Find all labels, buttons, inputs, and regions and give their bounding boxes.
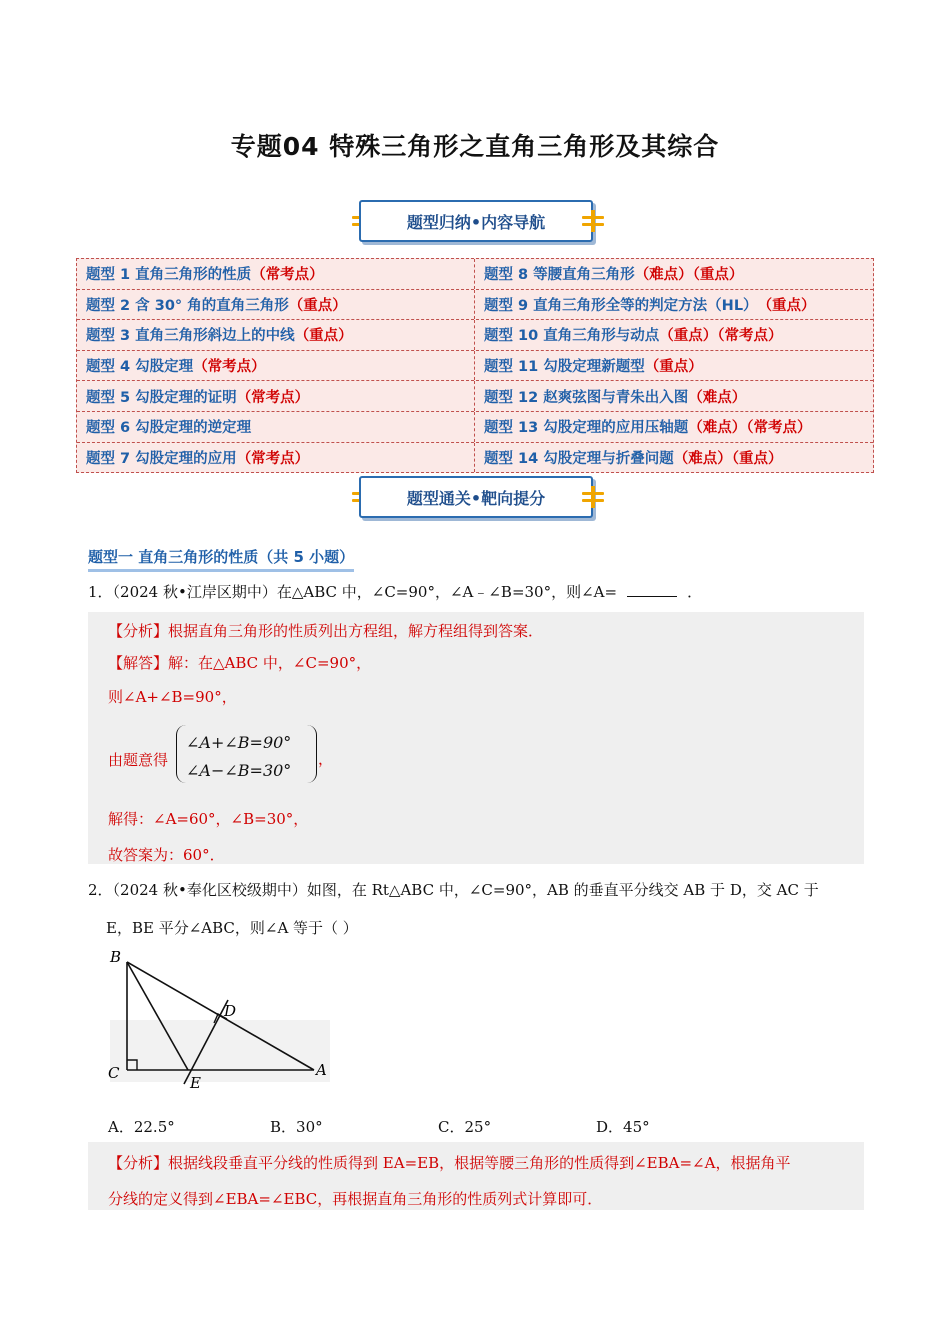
toc-item[interactable] xyxy=(475,290,873,320)
equation-comma: ， xyxy=(318,750,334,768)
choice-b: B．30° xyxy=(270,1118,323,1136)
equation-1: ∠A+∠B=90° xyxy=(186,733,292,752)
toc-item-title: 题型 3 直角三角形斜边上的中线 xyxy=(86,328,295,345)
decor-right-1 xyxy=(582,210,604,232)
answer-line-5: 故答案为：60°． xyxy=(108,846,225,864)
analysis-2-text-1: 根据线段垂直平分线的性质得到 EA=EB，根据等腰三角形的性质得到∠EBA=∠A，根据角平 xyxy=(168,1154,791,1172)
toc-row xyxy=(77,259,873,290)
decor-right-2 xyxy=(582,486,604,508)
label-e: E xyxy=(190,1074,201,1092)
toc-item-title: 题型 12 赵爽弦图与青朱出入图 xyxy=(484,389,689,406)
toc-item[interactable] xyxy=(77,412,475,442)
equation-2: ∠A−∠B=30° xyxy=(186,761,292,780)
toc-row xyxy=(77,290,873,321)
answer-line-3: 由题意得 xyxy=(108,751,169,769)
toc-item[interactable] xyxy=(475,412,873,442)
section-heading-type1: 题型一 直角三角形的性质（共 5 小题） xyxy=(88,546,354,572)
toc-item-tags: （常考点） xyxy=(251,267,324,284)
toc-item[interactable] xyxy=(475,320,873,350)
toc-item-title: 题型 9 直角三角形全等的判定方法（HL） xyxy=(484,297,758,314)
answer-line-2: 则∠A+∠B=90°， xyxy=(108,688,237,706)
toc-item-title: 题型 11 勾股定理新题型 xyxy=(484,359,645,376)
label-a: A xyxy=(316,1061,327,1079)
toc-item[interactable] xyxy=(77,381,475,411)
toc-row xyxy=(77,412,873,443)
toc-item[interactable] xyxy=(77,320,475,350)
toc-item-title: 题型 7 勾股定理的应用 xyxy=(86,450,237,467)
toc-item-tags: （常考点） xyxy=(236,389,310,406)
toc-item[interactable] xyxy=(475,443,873,473)
question-2-line-2: E，BE 平分∠ABC，则∠A 等于（ ） xyxy=(106,919,358,937)
toc-item[interactable] xyxy=(77,290,475,320)
question-1-suffix: ． xyxy=(687,583,703,601)
toc-item-tags: （常考点） xyxy=(193,359,266,376)
toc-item-title: 题型 14 勾股定理与折叠问题 xyxy=(484,450,674,467)
toc-item[interactable] xyxy=(475,259,873,289)
analysis-2-line-2: 分线的定义得到∠EBA=∠EBC，再根据直角三角形的性质列式计算即可． xyxy=(108,1190,603,1208)
analysis-line xyxy=(108,620,543,641)
choice-c: C．25° xyxy=(438,1118,492,1136)
toc-row xyxy=(77,381,873,412)
analysis-text: 根据直角三角形的性质列出方程组，解方程组得到答案． xyxy=(168,622,544,640)
question-1 xyxy=(88,582,702,602)
toc-item[interactable] xyxy=(77,351,475,381)
toc-item-tags: （常考点） xyxy=(236,450,310,467)
label-c: C xyxy=(108,1064,120,1082)
answer-line-4: 解得：∠A=60°，∠B=30°， xyxy=(108,810,309,828)
toc-item-title: 题型 10 直角三角形与动点 xyxy=(484,328,660,345)
analysis-2-line-1 xyxy=(108,1152,790,1173)
analysis-tag: 【分析】 xyxy=(108,622,169,640)
toc-item[interactable] xyxy=(475,351,873,381)
answer-blank xyxy=(627,582,677,597)
toc-item-title: 题型 5 勾股定理的证明 xyxy=(86,389,237,406)
section-banner-toc: 题型归纳•内容导航 xyxy=(359,200,593,242)
toc-item-tags: （重点） xyxy=(644,359,703,376)
toc-item-title: 题型 6 勾股定理的逆定理 xyxy=(86,420,252,437)
answer-tag: 【解答】 xyxy=(108,654,169,672)
label-b: B xyxy=(110,948,122,966)
answer-text: 解：在△ABC 中，∠C=90°， xyxy=(168,654,372,672)
toc-table xyxy=(76,258,874,473)
toc-item-tags: （重点） xyxy=(288,297,347,314)
section-banner-practice: 题型通关•靶向提分 xyxy=(359,476,593,518)
toc-item-tags: （难点）（重点） xyxy=(634,267,744,284)
figure-background xyxy=(110,1020,330,1082)
solution-box-2 xyxy=(88,1142,864,1210)
analysis-2-tag: 【分析】 xyxy=(108,1154,169,1172)
toc-item[interactable] xyxy=(77,259,475,289)
toc-item-title: 题型 2 含 30° 角的直角三角形 xyxy=(86,297,289,314)
toc-item-tags: （难点）（重点） xyxy=(673,450,783,467)
toc-item[interactable] xyxy=(77,443,475,473)
toc-item-title: 题型 4 勾股定理 xyxy=(86,359,194,376)
label-d: D xyxy=(224,1002,237,1020)
question-1-text: 1．（2024 秋•江岸区期中）在△ABC 中，∠C=90°，∠A﹣∠B=30°，则∠A= xyxy=(88,583,618,601)
toc-item[interactable] xyxy=(475,381,873,411)
toc-item-title: 题型 13 勾股定理的应用压轴题 xyxy=(484,420,689,437)
toc-item-tags: （重点） xyxy=(757,297,816,314)
page-title: 专题04 特殊三角形之直角三角形及其综合 xyxy=(230,132,720,161)
choice-a: A．22.5° xyxy=(108,1118,175,1136)
toc-row xyxy=(77,320,873,351)
question-2-line-1: 2．（2024 秋•奉化区校级期中）如图，在 Rt△ABC 中，∠C=90°，AB 的垂直平分线交 AB 于 D，交 AC 于 xyxy=(88,881,819,899)
triangle-figure xyxy=(100,942,340,1092)
answer-line xyxy=(108,652,371,673)
choice-d: D．45° xyxy=(596,1118,650,1136)
toc-row xyxy=(77,351,873,382)
equation-bracket xyxy=(306,725,317,783)
toc-item-title: 题型 8 等腰直角三角形 xyxy=(484,267,635,284)
toc-item-tags: （难点）（常考点） xyxy=(688,420,812,437)
toc-item-tags: （重点） xyxy=(294,328,353,345)
toc-item-tags: （难点） xyxy=(688,389,747,406)
toc-item-tags: （重点）（常考点） xyxy=(659,328,783,345)
toc-item-title: 题型 1 直角三角形的性质 xyxy=(86,267,252,284)
toc-row xyxy=(77,443,873,473)
